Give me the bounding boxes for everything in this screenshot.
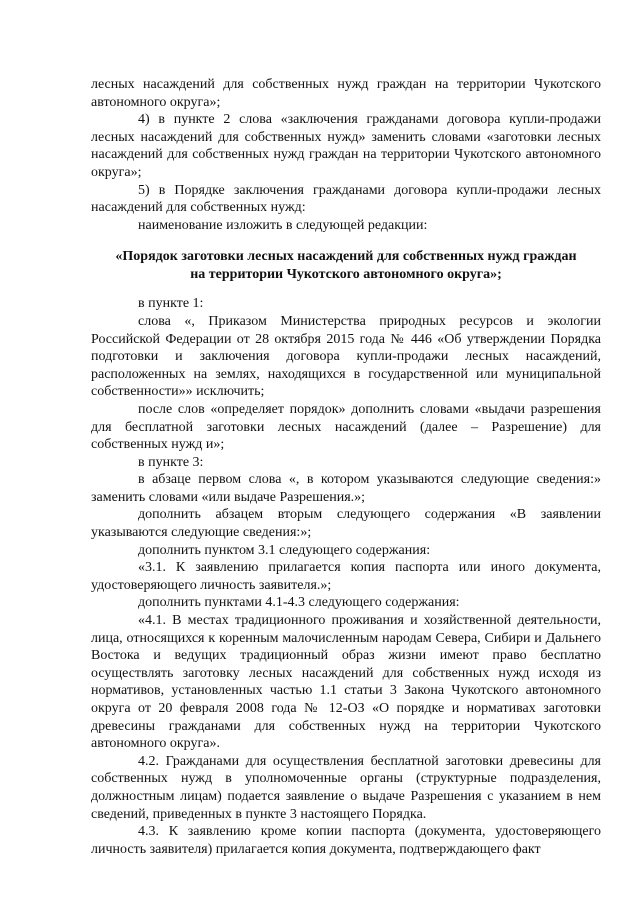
paragraph: дополнить пунктами 4.1-4.3 следующего содержания:	[138, 595, 460, 611]
paragraph: в абзаце первом слова «, в котором указываются следующие сведения:» заменить словами «или выдаче Разрешения.»;	[91, 472, 601, 505]
heading-line: «Порядок заготовки лесных насаждений для собственных нужд граждан	[115, 249, 577, 265]
paragraph: «4.1. В местах традиционного проживания и хозяйственной деятельности, лица, относящихся к коренным малочисленным народам Севера, Сибири и Дальнего Востока и ведущих традиционный образ жизни имеют право бесплатно осуществлять заготовку лесных насаждений для собственных нужд исходя из нормативов, установленных частью 1.1 статьи 3 Закона Чукотского автономного округа от 20 февраля 2008 года № 12-ОЗ «О порядке и нормативах заготовки древесины гражданами для собственных нужд на территории Чукотского автономного округа».	[91, 613, 601, 752]
paragraph: 4.3. К заявлению кроме копии паспорта (документа, удостоверяющего личность заявителя) прилагается копия документа, подтверждающего факт	[91, 824, 601, 857]
paragraph: дополнить абзацем вторым следующего содержания «В заявлении указываются следующие сведения:»;	[91, 507, 601, 541]
paragraph: 4.2. Гражданами для осуществления бесплатной заготовки древесины для собственных нужд в уполномоченные органы (структурные подразделения, должностным лицам) подается заявление о выдаче Разрешения с указанием в нем сведений, приведенных в пункте 3 настоящего Порядка.	[91, 753, 601, 822]
paragraph: после слов «определяет порядок» дополнить словами «выдачи разрешения для бесплатной заготовки лесных насаждений (далее – Разрешение) для собственных нужд и»;	[91, 401, 601, 453]
paragraph: 4) в пункте 2 слова «заключения гражданами договора купли-продажи лесных насаждений для собственных нужд» заменить словами «заготовки лесных насаждений для собственных нужд граждан на территории Чукотского автономного округа»;	[91, 112, 601, 180]
heading-line: на территории Чукотского автономного округа»;	[190, 267, 502, 283]
paragraph: 5) в Порядке заключения гражданами договора купли-продажи лесных насаждений для собственных нужд:	[91, 182, 601, 216]
paragraph: дополнить пунктом 3.1 следующего содержания:	[138, 542, 431, 558]
document-body	[91, 76, 601, 858]
section-heading	[91, 248, 601, 284]
paragraph: в пункте 3:	[138, 454, 204, 470]
paragraph: слова «, Приказом Министерства природных ресурсов и экологии Российской Федерации от 28 октября 2015 года № 446 «Об утверждении Порядка подготовки и заключения договора купли-продажи лесных насаждений, расположенных на землях, находящихся в государственной или муниципальной собственности»» исключить;	[91, 313, 601, 400]
paragraph: наименование изложить в следующей редакции:	[138, 217, 428, 233]
paragraph: лесных насаждений для собственных нужд граждан на территории Чукотского автономного округа»;	[91, 77, 601, 110]
paragraph: «3.1. К заявлению прилагается копия паспорта или иного документа, удостоверяющего личность заявителя.»;	[91, 560, 601, 593]
paragraph: в пункте 1:	[138, 296, 204, 312]
